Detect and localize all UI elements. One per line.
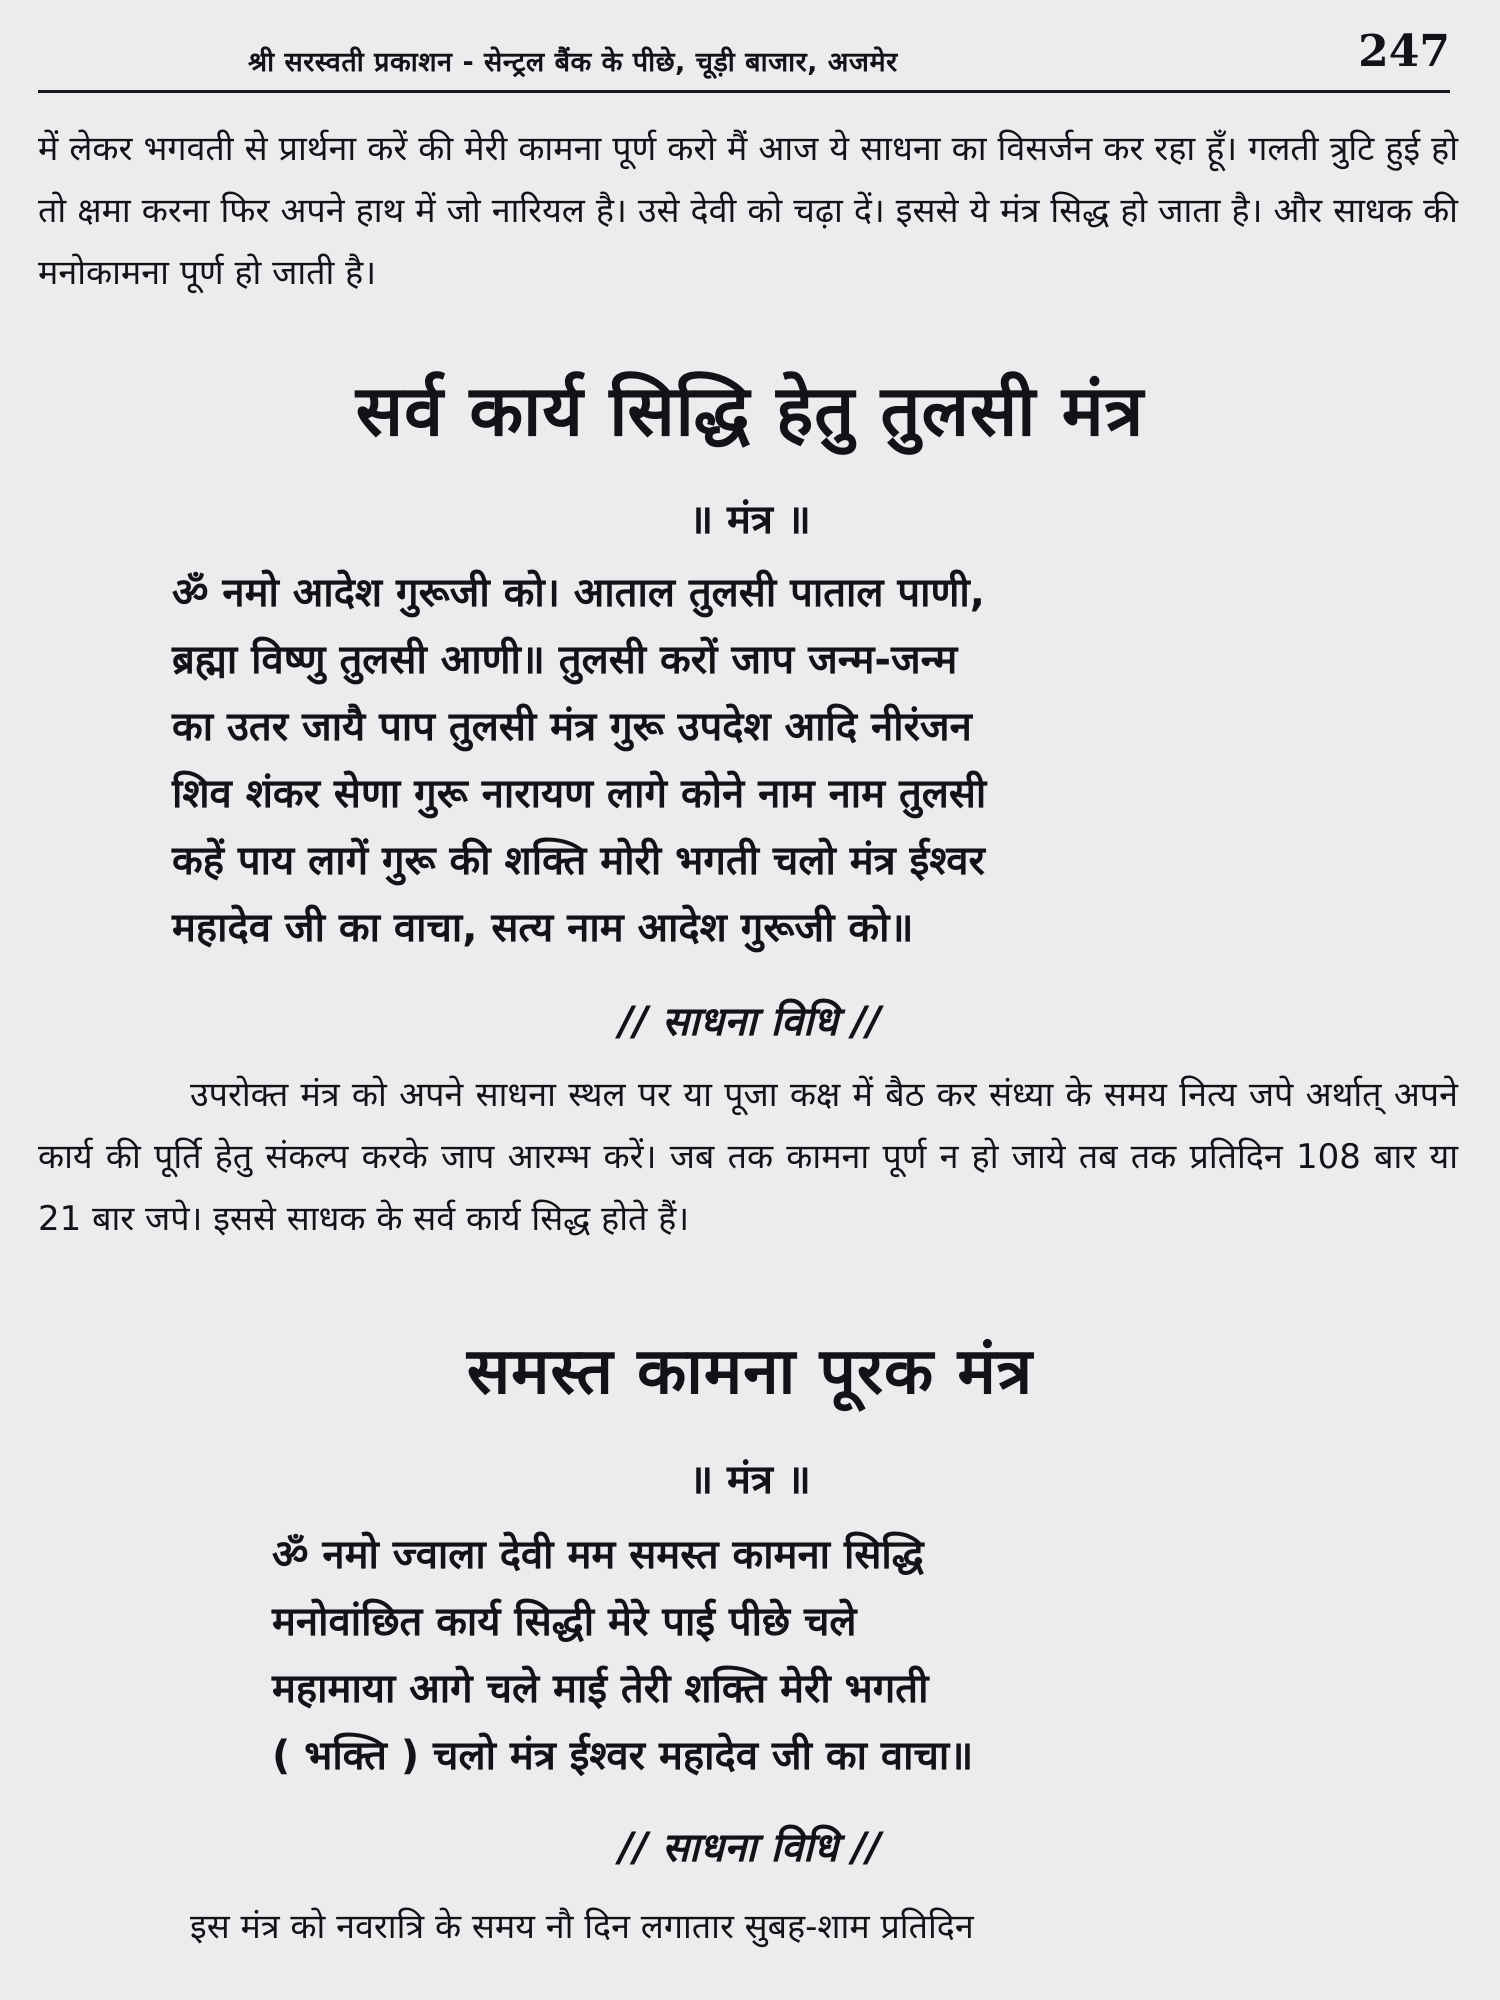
mantra-line: का उतर जायै पाप तुलसी मंत्र गुरू उपदेश आदि नीरंजन: [172, 704, 972, 750]
mantra-line: मनोवांछित कार्य सिद्धी मेरे पाई पीछे चले: [272, 1599, 857, 1645]
mantra-line: महादेव जी का वाचा, सत्य नाम आदेश गुरूजी को॥: [172, 905, 914, 951]
mantra-line: ( भक्ति ) चलो मंत्र ईश्वर महादेव जी का वाचा॥: [272, 1733, 974, 1779]
mantra-line: महामाया आगे चले माई तेरी शक्ति मेरी भगती: [272, 1666, 929, 1712]
intro-paragraph: में लेकर भगवती से प्रार्थना करें की मेरी कामना पूर्ण करो मैं आज ये साधना का विसर्जन कर रहा हूँ। गलती त्रुटि हुई हो तो क्षमा करना फिर अपने हाथ में जो नारियल है। उसे देवी को चढ़ा दें। इससे ये मंत्र सिद्ध हो जाता है। और साधक की मनोकामना पूर्ण हो जाती है।: [38, 129, 1458, 293]
section2-title: समस्त कामना पूरक मंत्र: [466, 1335, 1034, 1409]
section2-vidhi-label: // साधना विधि //: [618, 1825, 882, 1871]
mantra-line: कहें पाय लागें गुरू की शक्ति मोरी भगती चलो मंत्र ईश्वर: [172, 838, 985, 884]
section1-mantra-verse: [172, 560, 986, 962]
page-number: 247: [1358, 26, 1450, 77]
section2-vidhi-text: इस मंत्र को नवरात्रि के समय नौ दिन लगातार सुबह-शाम प्रतिदिन: [190, 1907, 974, 1947]
page-header: [38, 18, 1450, 93]
section2-mantra-label: ॥ मंत्र ॥: [689, 1457, 811, 1503]
mantra-line: ॐ नमो आदेश गुरूजी को। आताल तुलसी पाताल पाणी,: [172, 570, 985, 616]
mantra-line: ब्रह्मा विष्णु तुलसी आणी॥ तुलसी करों जाप जन्म-जन्म: [172, 637, 958, 683]
section1-vidhi-text: उपरोक्त मंत्र को अपने साधना स्थल पर या पूजा कक्ष में बैठ कर संध्या के समय नित्य जपे अर्थात् अपने कार्य की पूर्ति हेतु संकल्प करके जाप आरम्भ करें। जब तक कामना पूर्ण न हो जाये तब तक प्रतिदिन 108 बार या 21 बार जपे। इससे साधक के सर्व कार्य सिद्ध होते हैं।: [38, 1075, 1458, 1239]
section1-vidhi-label: // साधना विधि //: [618, 999, 882, 1045]
mantra-line: ॐ नमो ज्वाला देवी मम समस्त कामना सिद्धि: [272, 1532, 924, 1578]
mantra-line: शिव शंकर सेणा गुरू नारायण लागे कोने नाम नाम तुलसी: [172, 771, 987, 817]
section2-mantra-verse: [272, 1522, 973, 1790]
section1-title: सर्व कार्य सिद्धि हेतु तुलसी मंत्र: [355, 370, 1145, 452]
publisher-line: श्री सरस्वती प्रकाशन - सेन्ट्रल बैंक के पीछे, चूड़ी बाजार, अजमेर: [248, 47, 898, 78]
section1-mantra-label: ॥ मंत्र ॥: [689, 497, 811, 543]
